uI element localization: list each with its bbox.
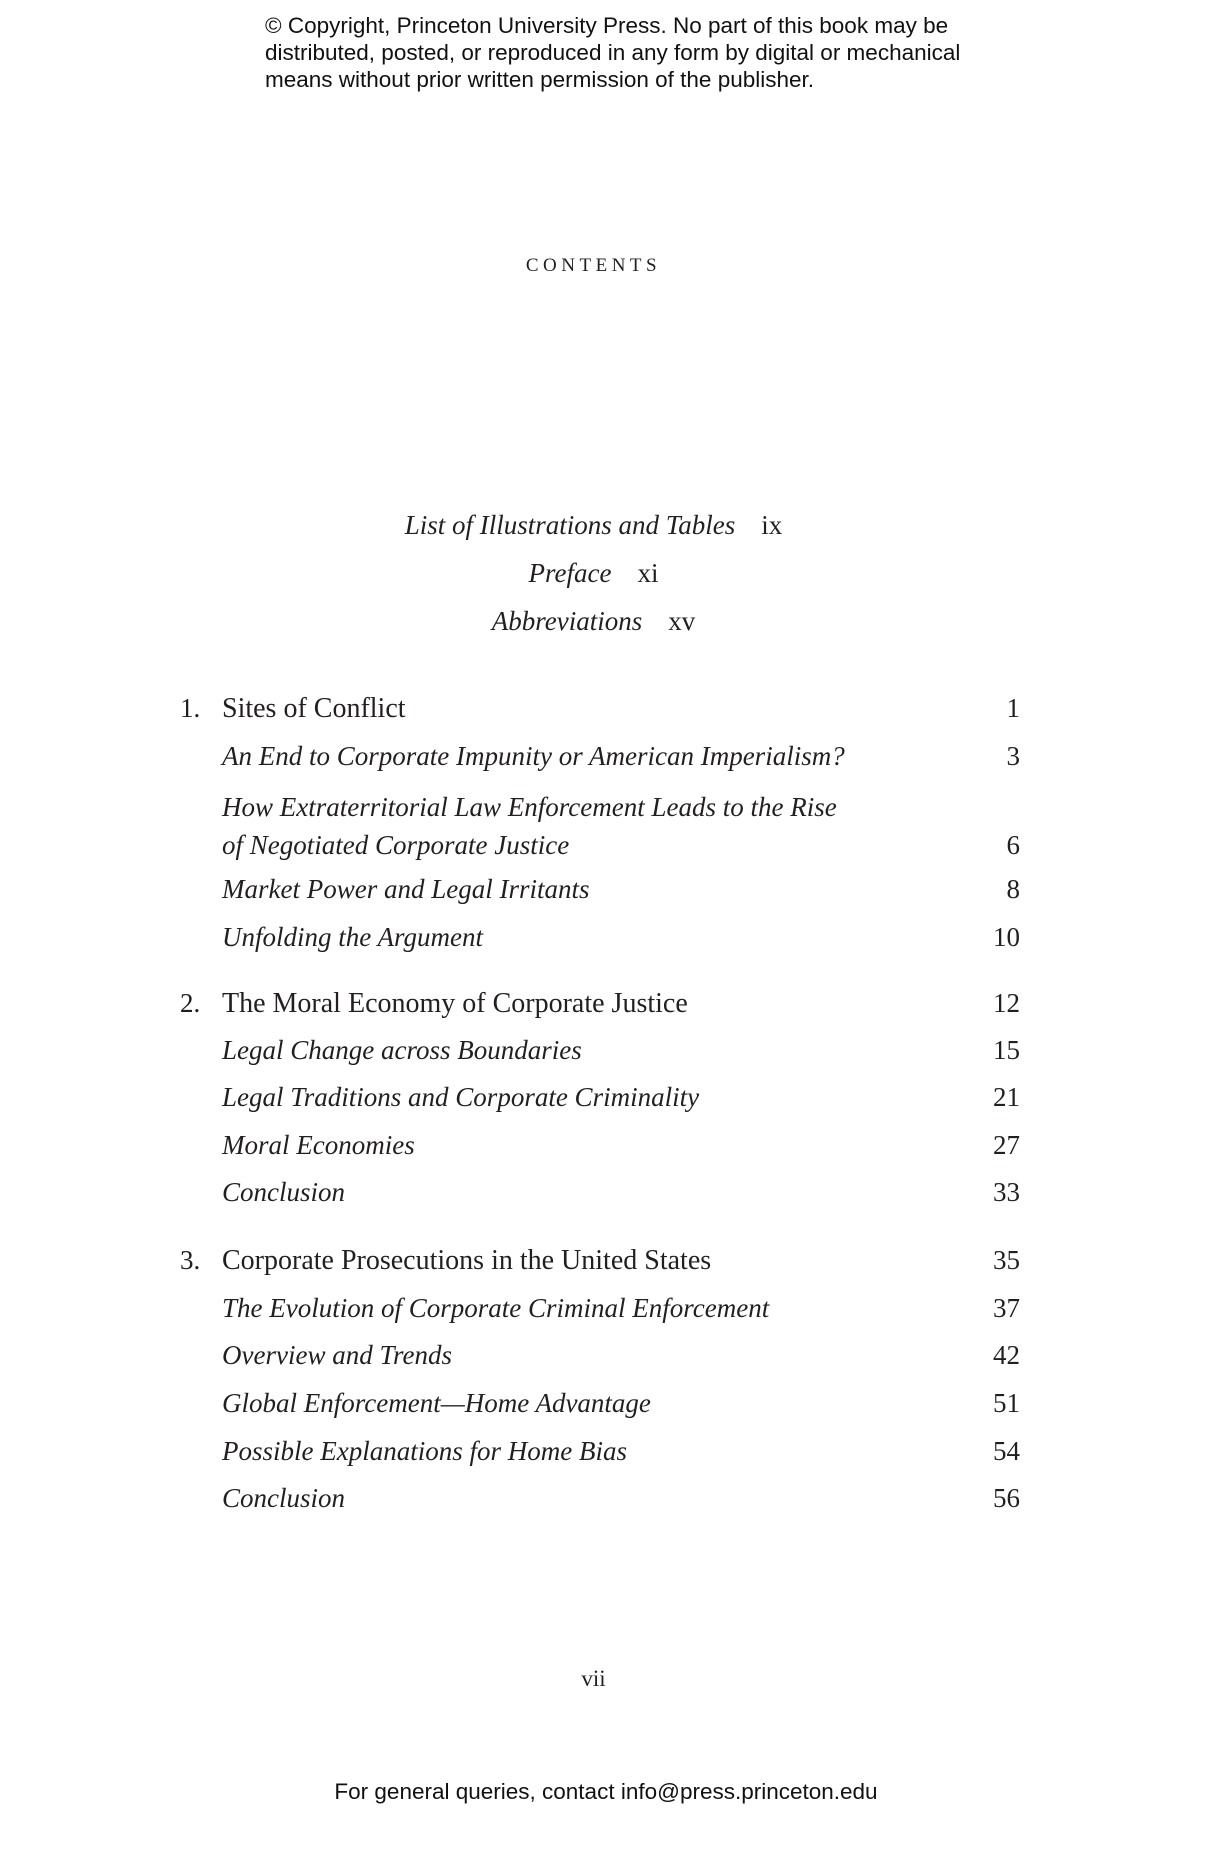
section-title: Moral Economies	[222, 1130, 415, 1160]
section-title-line: of Negotiated Corporate Justice	[222, 830, 570, 860]
section-title: Unfolding the Argument	[222, 922, 483, 952]
toc-section-row	[0, 1436, 1225, 1476]
toc-front-title: List of Illustrations and Tables	[404, 510, 736, 540]
toc-section-row	[0, 1483, 1225, 1523]
toc-section-row	[0, 1388, 1225, 1428]
toc-front-page: xv	[668, 606, 696, 636]
section-title: Global Enforcement—Home Advantage	[222, 1388, 651, 1418]
section-title-line: How Extraterritorial Law Enforcement Leads to the Rise	[222, 792, 837, 822]
section-page: 8	[1006, 874, 1020, 904]
chapter-title: Sites of Conflict	[222, 693, 406, 724]
toc-section-row	[0, 741, 1225, 781]
toc-front-title: Abbreviations	[491, 606, 643, 636]
toc-chapter-row	[0, 693, 1225, 733]
toc-section-row	[0, 1035, 1225, 1075]
section-page: 56	[993, 1483, 1020, 1513]
chapter-page: 12	[993, 988, 1020, 1018]
section-page: 6	[1006, 830, 1020, 860]
section-page: 27	[993, 1130, 1020, 1160]
section-title: Overview and Trends	[222, 1340, 452, 1370]
section-page: 42	[993, 1340, 1020, 1370]
copyright-line: means without prior written permission of the publisher.	[265, 67, 815, 92]
toc-chapter-row	[0, 1245, 1225, 1285]
chapter-number: 2.	[180, 988, 201, 1018]
section-page: 37	[993, 1293, 1020, 1323]
contact-footer: For general queries, contact info@press.princeton.edu	[334, 1779, 878, 1804]
chapter-title: Corporate Prosecutions in the United States	[222, 1245, 712, 1276]
chapter-page: 35	[993, 1245, 1020, 1275]
toc-section-row	[0, 1082, 1225, 1122]
copyright-notice	[265, 12, 1025, 93]
toc-front-item	[0, 558, 1187, 589]
toc-section-row	[0, 1130, 1225, 1170]
toc-section-row	[0, 788, 1225, 868]
chapter-number: 3.	[180, 1245, 201, 1275]
section-title: Market Power and Legal Irritants	[222, 874, 590, 904]
section-page: 3	[1006, 741, 1020, 771]
toc-chapter-row	[0, 988, 1225, 1028]
section-page: 21	[993, 1082, 1020, 1112]
toc-front-page: xi	[637, 558, 659, 588]
toc-section-row	[0, 874, 1225, 914]
section-title: Conclusion	[222, 1483, 346, 1513]
toc-front-item	[0, 606, 1187, 637]
section-title	[222, 788, 837, 864]
toc-front-item	[0, 510, 1187, 541]
toc-front-title: Preface	[528, 558, 612, 588]
page-title: contents	[525, 247, 662, 277]
section-page: 15	[993, 1035, 1020, 1065]
section-title: Conclusion	[222, 1177, 346, 1207]
toc-section-row	[0, 1293, 1225, 1333]
section-title: Legal Change across Boundaries	[222, 1035, 582, 1065]
toc-section-row	[0, 922, 1225, 962]
section-title: The Evolution of Corporate Criminal Enforcement	[222, 1293, 770, 1323]
section-title: Legal Traditions and Corporate Criminality	[222, 1082, 700, 1112]
section-title: Possible Explanations for Home Bias	[222, 1436, 627, 1466]
section-page: 10	[993, 922, 1020, 952]
toc-section-row	[0, 1340, 1225, 1380]
section-page: 33	[993, 1177, 1020, 1207]
section-title: An End to Corporate Impunity or American Imperialism?	[222, 741, 845, 771]
copyright-line: distributed, posted, or reproduced in any form by digital or mechanical	[265, 40, 961, 65]
section-page: 51	[993, 1388, 1020, 1418]
toc-section-row	[0, 1177, 1225, 1217]
copyright-line: © Copyright, Princeton University Press. No part of this book may be	[265, 13, 949, 38]
section-page: 54	[993, 1436, 1020, 1466]
chapter-title: The Moral Economy of Corporate Justice	[222, 988, 688, 1019]
toc-front-page: ix	[761, 510, 783, 540]
chapter-page: 1	[1006, 693, 1020, 723]
chapter-number: 1.	[180, 693, 201, 723]
page-number: vii	[581, 1666, 606, 1691]
